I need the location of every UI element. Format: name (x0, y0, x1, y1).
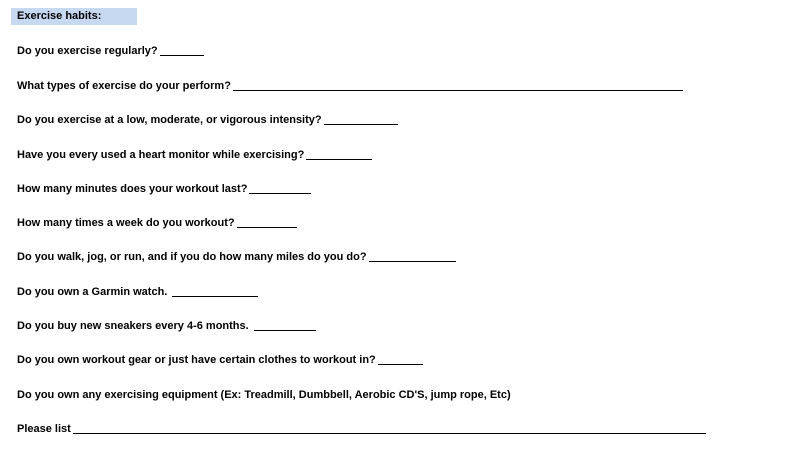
question-label: Do you own a Garmin watch. (17, 286, 171, 298)
question-intensity (17, 111, 398, 127)
question-label: Have you every used a heart monitor while exercising? (17, 149, 305, 161)
question-please-list (17, 420, 706, 436)
question-times-per-week (17, 214, 297, 230)
answer-blank[interactable] (233, 90, 683, 91)
answer-blank[interactable] (369, 261, 456, 262)
question-label: What types of exercise do your perform? (17, 80, 231, 92)
question-walk-jog-run (17, 248, 456, 264)
answer-blank[interactable] (254, 330, 316, 331)
answer-blank[interactable] (249, 193, 311, 194)
answer-blank[interactable] (237, 227, 297, 228)
answer-blank[interactable] (160, 55, 204, 56)
question-label: How many minutes does your workout last? (17, 183, 248, 195)
question-heart-monitor (17, 146, 372, 162)
question-garmin-watch (17, 283, 258, 299)
section-heading: Exercise habits: (17, 10, 102, 22)
answer-blank[interactable] (306, 159, 372, 160)
section-heading-box (11, 8, 137, 25)
question-label: How many times a week do you workout? (17, 217, 235, 229)
question-label: Do you buy new sneakers every 4-6 months. (17, 320, 252, 332)
answer-blank[interactable] (324, 124, 398, 125)
answer-blank[interactable] (378, 364, 423, 365)
question-label: Do you walk, jog, or run, and if you do how many miles do you do? (17, 251, 367, 263)
question-label: Do you exercise regularly? (17, 45, 158, 57)
question-label: Please list (17, 423, 71, 435)
question-exercise-regularly (17, 42, 204, 58)
answer-blank[interactable] (73, 433, 706, 434)
question-workout-minutes (17, 180, 311, 196)
question-exercise-types (17, 77, 683, 93)
answer-blank[interactable] (172, 296, 258, 297)
question-label: Do you own workout gear or just have certain clothes to workout in? (17, 354, 376, 366)
question-label: Do you exercise at a low, moderate, or vigorous intensity? (17, 114, 322, 126)
question-workout-gear (17, 351, 423, 367)
question-label: Do you own any exercising equipment (Ex: Treadmill, Dumbbell, Aerobic CD'S, jump rope, Etc) (17, 389, 511, 401)
question-exercise-equipment (17, 386, 511, 402)
question-new-sneakers (17, 317, 316, 333)
